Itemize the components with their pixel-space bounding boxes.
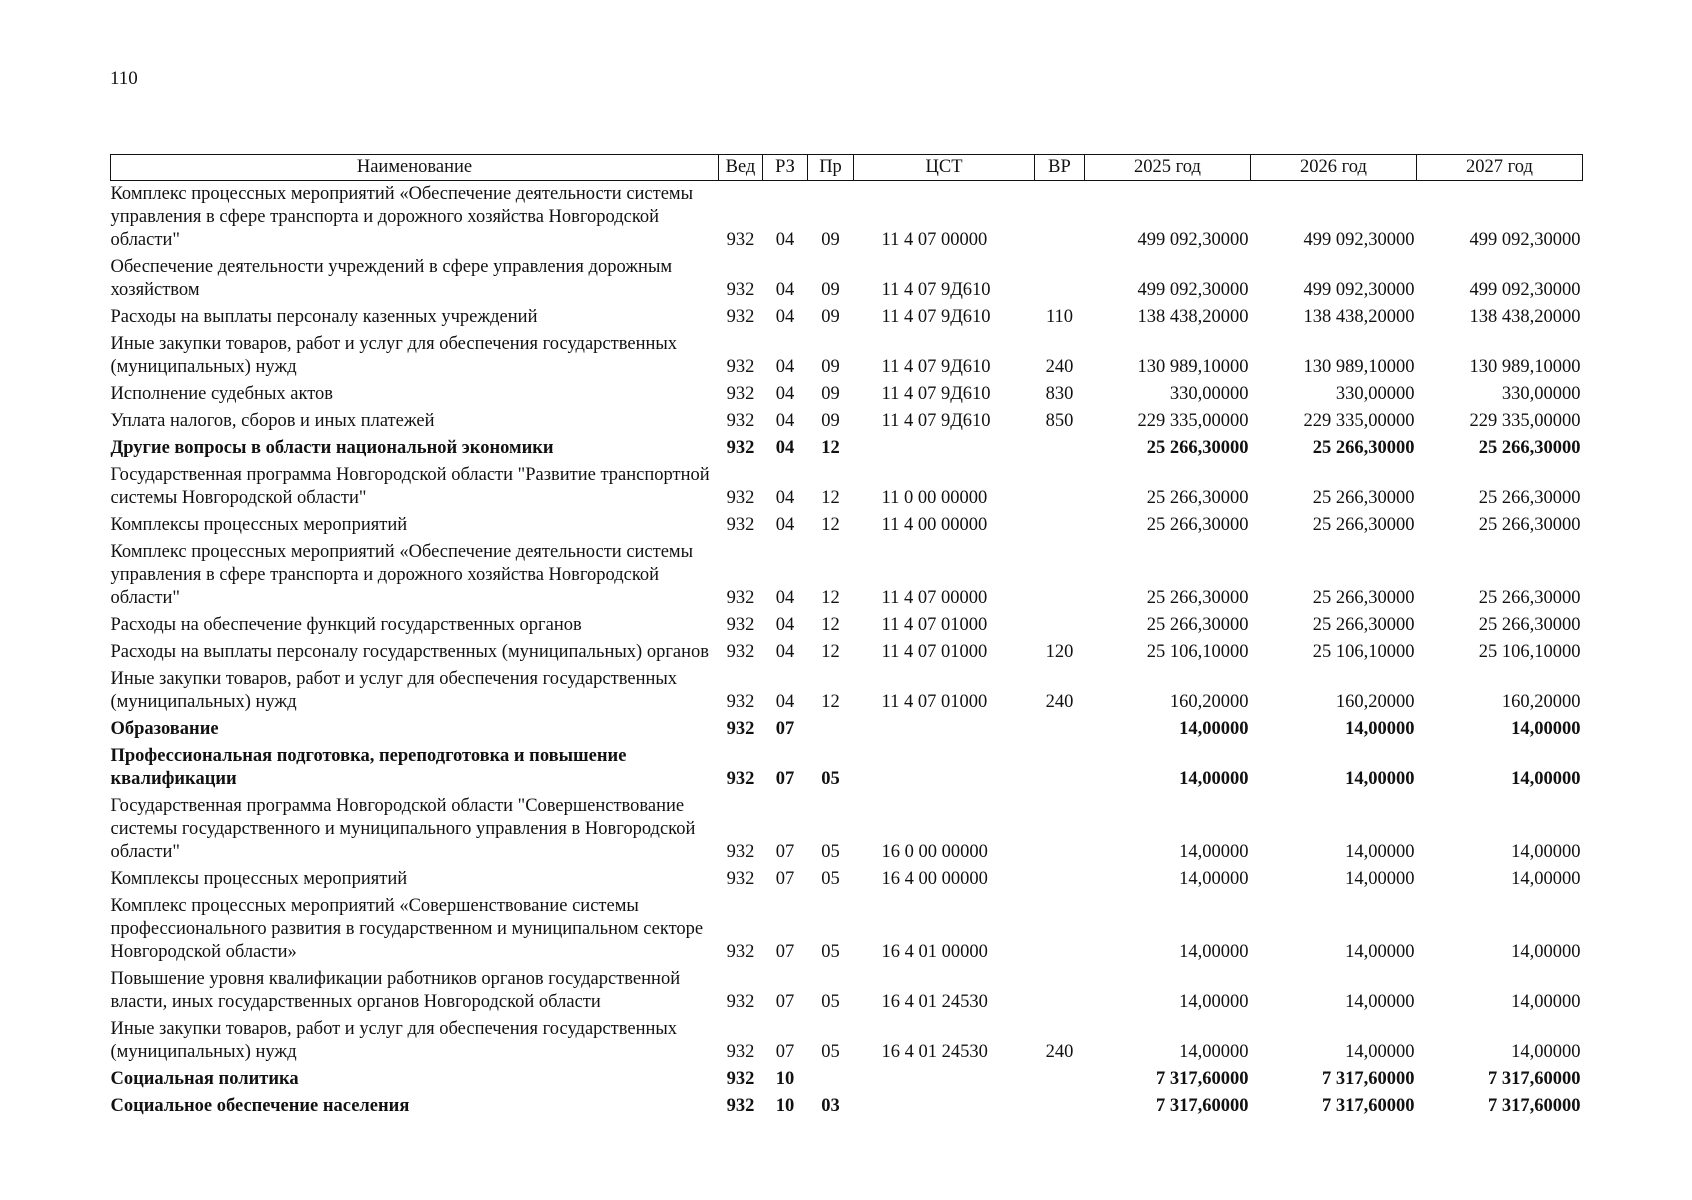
header-ved: Вед [719,155,763,181]
row-ved: 932 [726,411,755,431]
table-row [111,666,1583,716]
table-row [111,408,1583,435]
row-amount-2025: 14,00000 [1179,1042,1249,1062]
row-cst [854,1066,1035,1093]
row-amount-2025: 25 106,10000 [1146,642,1249,662]
row-amount-2027: 499 092,30000 [1469,280,1581,300]
row-amount-2026: 25 266,30000 [1312,515,1415,535]
row-name: Комплексы процессных мероприятий [110,515,408,535]
row-amount-2026: 130 989,10000 [1303,357,1415,377]
row-name: Расходы на обеспечение функций государственных органов [110,615,582,635]
row-ved: 932 [726,1042,755,1062]
row-ved: 932 [726,357,755,377]
row-cst [854,435,1035,462]
row-amount-2027: 499 092,30000 [1469,230,1581,250]
row-amount-2027: 14,00000 [1511,769,1581,789]
row-ved: 932 [726,488,755,508]
row-pr [808,716,854,743]
row-ved: 932 [726,769,755,789]
row-amount-2025: 14,00000 [1179,942,1249,962]
row-amount-2026: 14,00000 [1345,719,1415,739]
table-row [111,181,1583,255]
row-amount-2026: 499 092,30000 [1303,280,1415,300]
row-cst: 11 4 07 00000 [881,230,988,250]
row-cst: 11 4 07 9Д610 [881,384,991,404]
row-pr: 09 [821,280,840,300]
row-amount-2026: 14,00000 [1345,869,1415,889]
table-row [111,966,1583,1016]
row-rz: 10 [775,1069,795,1089]
row-amount-2027: 14,00000 [1511,1042,1581,1062]
row-amount-2026: 25 266,30000 [1312,438,1415,458]
row-rz: 04 [775,307,795,327]
row-amount-2025: 14,00000 [1179,869,1249,889]
row-name: Иные закупки товаров, работ и услуг для обеспечения государственных (муниципальных) нужд [110,1019,678,1062]
row-vr: 240 [1045,692,1074,712]
row-cst: 11 4 07 00000 [881,588,988,608]
row-vr [1035,793,1085,866]
header-2027: 2027 год [1417,155,1583,181]
row-rz: 07 [775,769,795,789]
row-ved: 932 [726,588,755,608]
row-cst: 11 4 07 9Д610 [881,411,991,431]
table-row [111,1066,1583,1093]
row-amount-2025: 25 266,30000 [1146,488,1249,508]
row-amount-2026: 138 438,20000 [1303,307,1415,327]
row-rz: 04 [775,488,795,508]
header-name: Наименование [111,155,719,181]
row-amount-2027: 14,00000 [1511,992,1581,1012]
row-amount-2027: 7 317,60000 [1488,1096,1581,1116]
row-pr: 12 [821,615,840,635]
row-name: Уплата налогов, сборов и иных платежей [110,411,435,431]
row-cst: 11 4 00 00000 [881,515,988,535]
row-name: Социальная политика [110,1069,299,1089]
row-vr [1035,512,1085,539]
row-amount-2027: 25 106,10000 [1478,642,1581,662]
row-rz: 07 [775,869,795,889]
row-pr: 03 [821,1096,840,1116]
row-vr: 240 [1045,1042,1074,1062]
table-row [111,462,1583,512]
table-row [111,716,1583,743]
row-amount-2025: 330,00000 [1169,384,1249,404]
row-amount-2026: 229 335,00000 [1303,411,1415,431]
table-row [111,1093,1583,1120]
row-cst: 11 4 07 01000 [881,692,988,712]
row-amount-2027: 130 989,10000 [1469,357,1581,377]
row-pr: 12 [821,588,840,608]
row-rz: 04 [775,515,795,535]
row-name: Исполнение судебных актов [110,384,334,404]
row-name: Другие вопросы в области национальной экономики [110,438,554,458]
table-row [111,331,1583,381]
page-number: 110 [110,68,138,89]
row-name: Профессиональная подготовка, переподготовка и повышение квалификации [110,746,627,789]
row-cst: 11 4 07 01000 [881,642,988,662]
row-amount-2027: 229 335,00000 [1469,411,1581,431]
row-name: Комплексы процессных мероприятий [110,869,408,889]
row-vr: 850 [1045,411,1074,431]
table-row [111,793,1583,866]
row-amount-2026: 14,00000 [1345,769,1415,789]
row-vr: 830 [1045,384,1074,404]
row-ved: 932 [726,280,755,300]
row-amount-2025: 14,00000 [1179,992,1249,1012]
header-pr: Пр [808,155,854,181]
row-rz: 04 [775,692,795,712]
row-pr: 12 [821,488,840,508]
row-pr: 09 [821,384,840,404]
row-rz: 07 [775,842,795,862]
row-amount-2025: 160,20000 [1169,692,1249,712]
row-amount-2027: 25 266,30000 [1478,615,1581,635]
row-name: Расходы на выплаты персоналу государственных (муниципальных) органов [110,642,710,662]
row-amount-2025: 14,00000 [1179,769,1249,789]
row-vr [1035,1066,1085,1093]
row-amount-2025: 25 266,30000 [1146,615,1249,635]
row-cst: 11 4 07 01000 [881,615,988,635]
row-name: Образование [110,719,219,739]
row-ved: 932 [726,1069,755,1089]
row-name: Расходы на выплаты персоналу казенных учреждений [110,307,538,327]
table-row [111,512,1583,539]
row-vr [1035,181,1085,255]
row-name: Иные закупки товаров, работ и услуг для обеспечения государственных (муниципальных) нужд [110,669,678,712]
row-ved: 932 [726,384,755,404]
row-ved: 932 [726,230,755,250]
row-name: Иные закупки товаров, работ и услуг для обеспечения государственных (муниципальных) нужд [110,334,678,377]
row-name: Обеспечение деятельности учреждений в сфере управления дорожным хозяйством [110,257,673,300]
row-rz: 04 [775,411,795,431]
row-amount-2027: 7 317,60000 [1488,1069,1581,1089]
row-amount-2026: 330,00000 [1335,384,1415,404]
row-amount-2027: 160,20000 [1501,692,1581,712]
budget-table [110,154,1583,1120]
row-rz: 07 [775,719,795,739]
row-vr: 240 [1045,357,1074,377]
row-amount-2025: 14,00000 [1179,842,1249,862]
row-cst: 11 4 07 9Д610 [881,280,991,300]
row-pr: 09 [821,307,840,327]
row-amount-2027: 25 266,30000 [1478,438,1581,458]
row-rz: 04 [775,588,795,608]
row-amount-2027: 25 266,30000 [1478,488,1581,508]
row-vr [1035,539,1085,612]
row-ved: 932 [726,942,755,962]
row-pr: 12 [821,438,840,458]
row-cst: 11 4 07 9Д610 [881,357,991,377]
table-body [111,181,1583,1121]
row-ved: 932 [726,692,755,712]
row-rz: 07 [775,942,795,962]
row-amount-2026: 14,00000 [1345,842,1415,862]
row-name: Государственная программа Новгородской области "Совершенствование системы государственного и муниципального управления в Новгородской области" [110,796,696,862]
row-name: Государственная программа Новгородской области "Развитие транспортной системы Новгородской области" [110,465,710,508]
row-name: Повышение уровня квалификации работников органов государственной власти, иных государственных органов Новгородской области [110,969,681,1012]
table-row [111,539,1583,612]
row-vr [1035,612,1085,639]
header-2025: 2025 год [1085,155,1251,181]
table-row [111,893,1583,966]
row-ved: 932 [726,869,755,889]
row-amount-2027: 138 438,20000 [1469,307,1581,327]
row-ved: 932 [726,992,755,1012]
row-ved: 932 [726,842,755,862]
row-ved: 932 [726,515,755,535]
row-pr: 12 [821,515,840,535]
row-cst [854,1093,1035,1120]
row-amount-2026: 14,00000 [1345,942,1415,962]
table-row [111,304,1583,331]
row-rz: 04 [775,384,795,404]
row-cst: 11 4 07 9Д610 [881,307,991,327]
row-amount-2026: 7 317,60000 [1322,1096,1415,1116]
row-cst [854,743,1035,793]
row-rz: 04 [775,230,795,250]
row-name: Комплекс процессных мероприятий «Обеспечение деятельности системы управления в сфере транспорта и дорожного хозяйства Новгородской области" [110,184,694,250]
row-name: Комплекс процессных мероприятий «Совершенствование системы профессионального развития в государственном и муниципальном секторе Новгородской области» [110,896,704,962]
row-pr: 09 [821,411,840,431]
row-amount-2027: 330,00000 [1501,384,1581,404]
row-pr: 12 [821,692,840,712]
row-amount-2026: 160,20000 [1335,692,1415,712]
row-vr [1035,866,1085,893]
row-rz: 04 [775,615,795,635]
row-name: Комплекс процессных мероприятий «Обеспечение деятельности системы управления в сфере транспорта и дорожного хозяйства Новгородской области" [110,542,694,608]
row-amount-2025: 7 317,60000 [1156,1069,1249,1089]
row-ved: 932 [726,642,755,662]
row-cst: 16 0 00 00000 [881,842,988,862]
row-amount-2026: 25 266,30000 [1312,488,1415,508]
row-amount-2027: 14,00000 [1511,869,1581,889]
row-amount-2027: 14,00000 [1511,942,1581,962]
row-rz: 07 [775,1042,795,1062]
table-row [111,381,1583,408]
row-pr: 12 [821,642,840,662]
row-cst: 16 4 01 24530 [881,1042,988,1062]
row-pr: 05 [821,769,840,789]
row-ved: 932 [726,438,755,458]
row-vr [1035,743,1085,793]
row-ved: 932 [726,719,755,739]
table-row [111,254,1583,304]
row-amount-2027: 14,00000 [1511,842,1581,862]
row-amount-2025: 25 266,30000 [1146,438,1249,458]
row-pr: 09 [821,357,840,377]
row-name: Социальное обеспечение населения [110,1096,410,1116]
row-vr [1035,1093,1085,1120]
row-cst: 16 4 01 00000 [881,942,988,962]
row-amount-2026: 25 266,30000 [1312,588,1415,608]
header-rz: РЗ [763,155,808,181]
row-amount-2026: 7 317,60000 [1322,1069,1415,1089]
row-amount-2026: 25 106,10000 [1312,642,1415,662]
row-rz: 04 [775,357,795,377]
row-amount-2025: 25 266,30000 [1146,588,1249,608]
row-cst: 16 4 01 24530 [881,992,988,1012]
row-amount-2026: 14,00000 [1345,1042,1415,1062]
row-pr: 05 [821,942,840,962]
row-amount-2026: 499 092,30000 [1303,230,1415,250]
row-vr [1035,716,1085,743]
row-amount-2027: 25 266,30000 [1478,588,1581,608]
row-cst: 16 4 00 00000 [881,869,988,889]
row-vr [1035,893,1085,966]
table-row [111,435,1583,462]
row-vr [1035,462,1085,512]
row-amount-2026: 25 266,30000 [1312,615,1415,635]
row-cst: 11 0 00 00000 [881,488,988,508]
row-cst [854,716,1035,743]
row-amount-2025: 25 266,30000 [1146,515,1249,535]
row-rz: 04 [775,642,795,662]
row-pr: 05 [821,992,840,1012]
row-amount-2027: 14,00000 [1511,719,1581,739]
table-row [111,1016,1583,1066]
row-amount-2026: 14,00000 [1345,992,1415,1012]
header-cst: ЦСТ [854,155,1035,181]
row-amount-2025: 229 335,00000 [1137,411,1249,431]
row-ved: 932 [726,1096,755,1116]
table-row [111,743,1583,793]
row-pr: 09 [821,230,840,250]
row-rz: 04 [775,280,795,300]
row-pr [808,1066,854,1093]
row-vr: 120 [1045,642,1074,662]
row-vr [1035,435,1085,462]
header-2026: 2026 год [1251,155,1417,181]
header-vr: ВР [1035,155,1085,181]
row-pr: 05 [821,869,840,889]
row-rz: 10 [775,1096,795,1116]
row-vr [1035,254,1085,304]
row-amount-2027: 25 266,30000 [1478,515,1581,535]
row-amount-2025: 130 989,10000 [1137,357,1249,377]
row-amount-2025: 138 438,20000 [1137,307,1249,327]
table-row [111,612,1583,639]
row-amount-2025: 499 092,30000 [1137,280,1249,300]
header-row [111,155,1583,181]
row-amount-2025: 499 092,30000 [1137,230,1249,250]
row-amount-2025: 7 317,60000 [1156,1096,1249,1116]
row-vr [1035,966,1085,1016]
row-rz: 04 [775,438,795,458]
row-rz: 07 [775,992,795,1012]
table-row [111,639,1583,666]
table-row [111,866,1583,893]
row-ved: 932 [726,615,755,635]
row-vr: 110 [1045,307,1074,327]
row-ved: 932 [726,307,755,327]
row-pr: 05 [821,842,840,862]
row-amount-2025: 14,00000 [1179,719,1249,739]
row-pr: 05 [821,1042,840,1062]
